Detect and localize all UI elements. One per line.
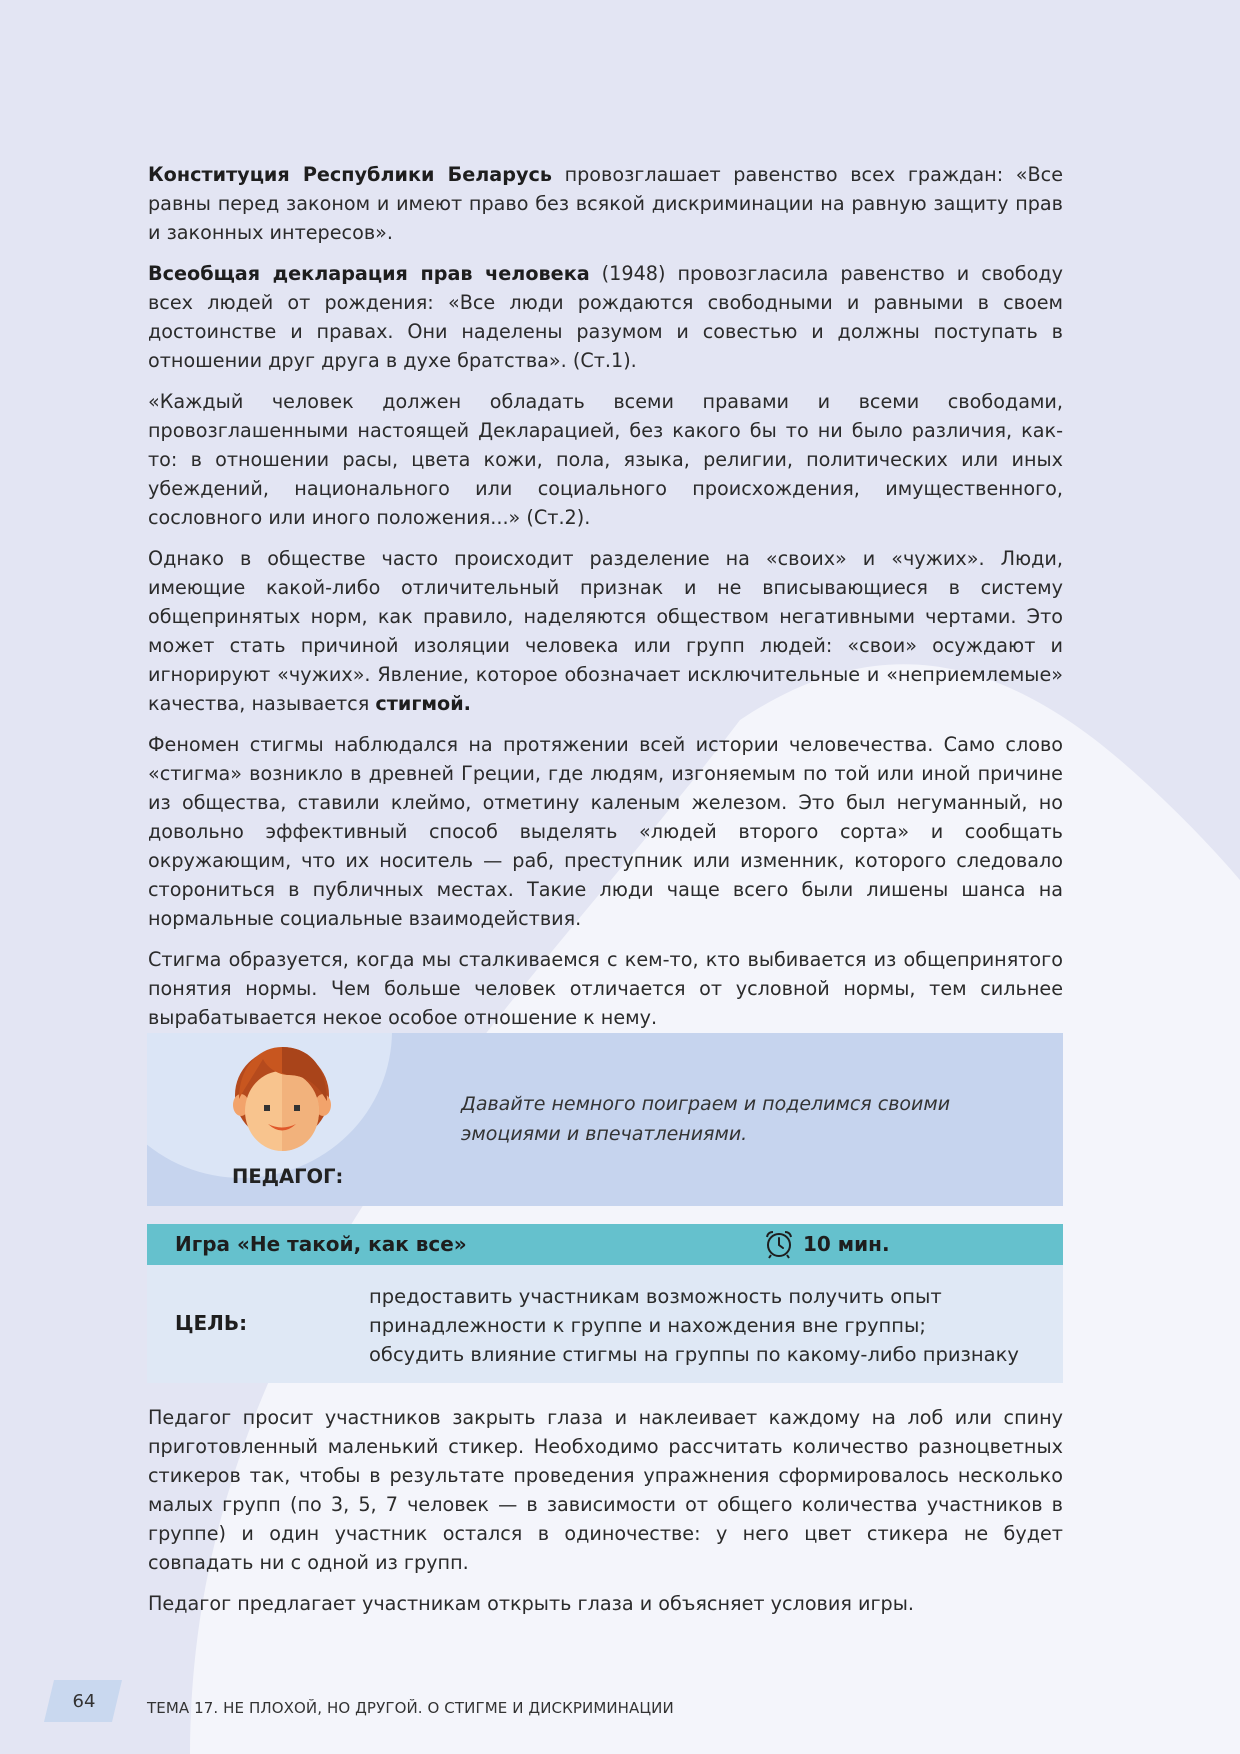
goal-line: принадлежности к группе и нахождения вне группы; <box>369 1314 926 1337</box>
alarm-clock-icon <box>764 1229 794 1259</box>
paragraph-formation: Стигма образуется, когда мы сталкиваемся с кем-то, кто выбивается из общепринятого понятия нормы. Чем больше человек отличается от условной нормы, тем сильнее вырабатывается некое особое отношение к нему. <box>148 948 1063 1029</box>
bold-term: Всеобщая декларация прав человека <box>148 262 590 285</box>
game-title: Игра «Не такой, как все» <box>175 1232 467 1256</box>
paragraph-open-eyes: Педагог предлагает участникам открыть глаза и объясняет условия игры. <box>148 1592 914 1615</box>
main-text-top <box>148 160 1063 1044</box>
goal-text <box>369 1282 1049 1369</box>
goal-line: предоставить участникам возможность получить опыт <box>369 1285 942 1308</box>
paragraph-quote: «Каждый человек должен обладать всеми правами и всеми свободами, провозглашенными настоящей Декларацией, без какого бы то ни было различия, как-то: в отношении расы, цвета кожи, пола, языка, религии, политических или иных убеждений, национального или социального происхождения, имущественного, сословного или иного положения...» (Ст.2). <box>148 390 1063 529</box>
paragraph-constitution: Конституция Республики Беларусь провозглашает равенство всех граждан: «Все равны перед законом и имеют право без всякой дискриминации на равную защиту прав и законных интересов». <box>148 163 1063 244</box>
goal-line: обсудить влияние стигмы на группы по какому-либо признаку <box>369 1343 1019 1366</box>
paragraph-instructions: Педагог просит участников закрыть глаза и наклеивает каждому на лоб или спину приготовленный маленький стикер. Необходимо рассчитать количество разноцветных стикеров так, чтобы в результате проведения упражнения сформировалось несколько малых групп (по 3, 5, 7 человек — в зависимости от общего количества участников в группе) и один участник остался в одиночестве: у него цвет стикера не будет совпадать ни с одной из групп. <box>148 1406 1063 1574</box>
game-duration: 10 мин. <box>803 1232 890 1256</box>
paragraph-declaration: Всеобщая декларация прав человека (1948) провозгласила равенство и свободу всех людей от рождения: «Все люди рождаются свободными и равными в своем достоинстве и правах. Они наделены разумом и совестью и должны поступать в отношении друг друга в духе братства». (Ст.1). <box>148 262 1063 372</box>
bold-term: стигмой. <box>375 692 471 715</box>
game-goal-box <box>147 1265 1063 1383</box>
paragraph-society: Однако в обществе часто происходит разделение на «своих» и «чужих». Люди, имеющие какой-либо отличительный признак и не вписывающиеся в систему общепринятых норм, как правило, наделяются обществом негативными чертами. Это может стать причиной изоляции человека или групп людей: «свои» осуждают и игнорируют «чужих». Явление, которое обозначает исключительные и «неприемлемые» качества, называется стигмой. <box>148 547 1063 715</box>
pedagog-callout <box>147 1033 1063 1206</box>
page-number: 64 <box>72 1691 96 1712</box>
teacher-avatar-icon <box>231 1043 333 1153</box>
running-head: ТЕМА 17. НЕ ПЛОХОЙ, НО ДРУГОЙ. О СТИГМЕ И ДИСКРИМИНАЦИИ <box>147 1699 674 1717</box>
paragraph-phenomenon: Феномен стигмы наблюдался на протяжении всей истории человечества. Само слово «стигма» возникло в древней Греции, где людям, изгоняемым по той или иной причине из общества, ставили клеймо, отметину каленым железом. Это был негуманный, но довольно эффективный способ выделять «людей второго сорта» и сообщать окружающим, что их носитель — раб, преступник или изменник, которого следовало сторониться в публичных местах. Такие люди чаще всего были лишены шанса на нормальные социальные взаимодействия. <box>148 733 1063 930</box>
game-header <box>147 1224 1063 1265</box>
goal-label: ЦЕЛЬ: <box>175 1311 248 1335</box>
bold-term: Конституция Республики Беларусь <box>148 163 552 186</box>
main-text-bottom <box>148 1403 1063 1630</box>
pedagog-label: ПЕДАГОГ: <box>232 1165 344 1188</box>
pedagog-quote: Давайте немного поиграем и поделимся своими эмоциями и впечатлениями. <box>461 1093 951 1145</box>
